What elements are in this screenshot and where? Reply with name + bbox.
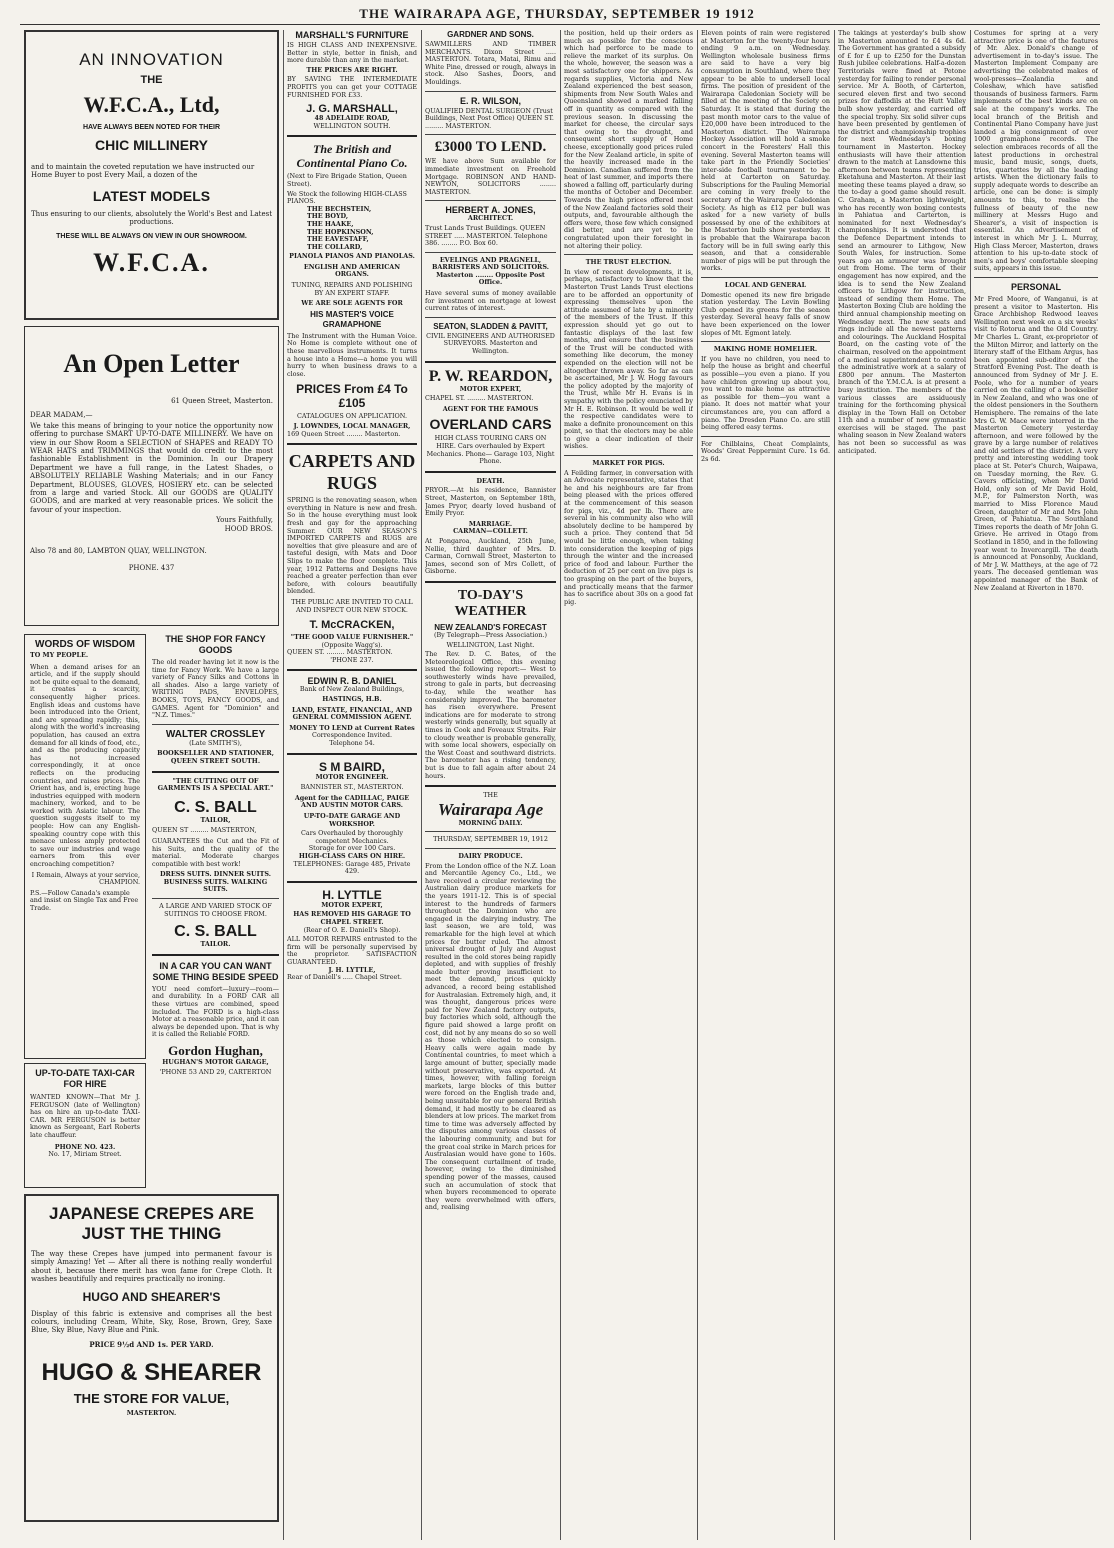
- column-3: [287, 30, 417, 1545]
- column-rule: [970, 30, 971, 1540]
- col7-body: The takings at yesterday's bulb show in Masterton amounted to £4 4s 6d. The Government has granted a subsidy of £ for £ up to £250 for the Dunstan Rush jubilee celebrations. Half-a-dozen Territorials were fined at Petone yesterday for failing to render personal service. Mr A. Booth, of Carterton, secured eleven first and two second prizes for daffodils at the Hutt Valley bulb show yesterday, and carried off the special trophy. Six solid silver cups have been presented by gentlemen of the district and championship trophies for next Wednesday's boxing tournament in Masterton. Hockey enthusiasts will have their attention drawn to the match at Lansdowne this afternoon between teams representing Eketahuna and Masterton. At their last meeting these teams played a draw, so the to-day a good game should result. C. Graham, a Masterton lightweight, who has recently won boxing contests in Pahiatua and Carterton, is nominated for next Wednesday's championships. It is understood that the Defence Department intends to send an armourer to Lithgow, New South Wales, for instruction. Some years ago an armourer was brought out from Home. The term of their engagement has now expired, and the idea is to send the New Zealand officers to Lithgow for instruction, instead of sending them Home. The Masterton Boxing Club are holding the third annual championship meeting on Wednesday next. The new seats and rings include all the newest patterns and colourings. The Auckland Hospital Board, on the casting vote of the chairman, resolved on the appointment of a medical superintendent to control the administrative work at a salary of £800 per annum. The Masterton branch of the Y.M.C.A. is at present a busy institution. The members of the various classes are assiduously training for the forthcoming physical display in the Town Hall on October 11th and a number of new gymnastic exercises will be staged. The past whaling season in New Zealand waters has not been so successful as was anticipated.: [838, 30, 966, 455]
- wisdom-ps: P.S.—Follow Canada's example and insist on Single Tax and Free Trade.: [30, 888, 139, 912]
- carpets-phone: 'PHONE 237.: [330, 655, 374, 664]
- innovation-body: and to maintain the coveted reputation we have instructed our Home Buyer to post Every Mail, a dozen of the: [31, 163, 255, 180]
- pragnell-body: EVELINGS AND PRAGNELL, BARRISTERS AND SOLICITORS. Masterton ........ Opposite Post Office.: [432, 255, 549, 287]
- open-letter-salutation: DEAR MADAM,—: [30, 411, 93, 420]
- taxi-body: WANTED KNOWN—That Mr J. FERGUSON (late of Wellington) has on hire an up-to-date TAXI-CAR. MR FERGUSON is better known as Sergeant, Earl Roberts late chauffeur.: [30, 1093, 140, 1139]
- weather-dateline: WELLINGTON, Last Night.: [446, 640, 535, 649]
- open-letter-phone: PHONE. 437: [128, 563, 175, 572]
- lyttle-addr: Rear of Daniell's ..... Chapel Street.: [287, 973, 402, 982]
- reardon-trade: MOTOR EXPERT,: [459, 384, 522, 393]
- daniel-name: EDWIN R. B. DANIEL: [307, 676, 397, 687]
- inner-mast-date: THURSDAY, SEPTEMBER 19, 1912: [433, 835, 548, 844]
- inner-mast-the: THE: [483, 791, 498, 800]
- piano-manager-addr: 169 Queen Street ........ Masterton.: [287, 429, 401, 438]
- lyttle-trade: MOTOR EXPERT,: [321, 900, 383, 909]
- lyttle-sign: J. H. LYTTLE,: [328, 965, 376, 974]
- column-rule: [834, 30, 835, 1540]
- ford-body: YOU need comfort—luxury—room—and durability. In a FORD CAR all these virtues are combined, speed included. The FORD is a high-class Motor at a reasonable price, and it can always be depended upon. That is why it is called the Reliable FORD.: [152, 984, 279, 1039]
- baird-addr: BANNISTER ST., MASTERTON.: [300, 783, 404, 792]
- innovation-sign: W.F.C.A.: [93, 247, 210, 277]
- column-rule: [283, 30, 284, 1540]
- piano-body: We Stock the following HIGH-CLASS PIANOS.: [287, 189, 407, 206]
- daniel-tel: Telephone 54.: [329, 739, 375, 748]
- piano-body2: The Instrument with the Human Voice. No Home is complete without one of these marvellous instruments. It turns a house into a Home—a home you will hurry to when business draws to a close.: [287, 331, 417, 378]
- innovation-company: W.F.C.A., Ltd,: [83, 92, 220, 117]
- baird-over: Cars Overhauled by thoroughly competent Mechanics.: [301, 829, 403, 845]
- marriage-body: At Pongaroa, Auckland, 25th June, Nellie, third daughter of Mrs. D. Carman, Cornwall Street, Masterton to James, second son of Mrs Collett, of Gisborne.: [425, 536, 556, 576]
- dairy-title: DAIRY PRODUCE.: [458, 851, 523, 860]
- innovation-the: THE: [140, 74, 163, 86]
- seaton-body: CIVIL ENGINEERS AND AUTHORISED SURVEYORS. Masterton and Wellington.: [426, 331, 555, 356]
- ball2-tag: A LARGE AND VARIED STOCK OF SUITINGS TO CHOOSE FROM.: [159, 902, 272, 918]
- gardner-body: SAWMILLERS AND TIMBER MERCHANTS. Dixon Street ..... MASTERTON. Totara, Matai, Rimu and White Pine, dressed or rough, always in stock. Also Sashes, Doors, and Mouldings.: [425, 40, 556, 86]
- column-5: [564, 30, 693, 1545]
- carpets-invite: THE PUBLIC ARE INVITED TO CALL AND INSPECT OUR NEW STOCK.: [291, 597, 413, 614]
- japanese-price: PRICE 9½d AND 1s. PER YARD.: [89, 1339, 214, 1349]
- innovation-noted: HAVE ALWAYS BEEN NOTED FOR THEIR: [82, 124, 221, 131]
- taxi-address: No. 17, Miriam Street.: [48, 1150, 122, 1159]
- marshall-body2: BY SAVING THE INTERMEDIATE PROFITS you can get your COTTAGE FURNISHED FOR £33.: [287, 75, 417, 99]
- lyttle-name: H. LYTTLE: [322, 887, 382, 902]
- column-4: [425, 30, 556, 1545]
- words-of-wisdom-advert: [24, 634, 146, 1059]
- innovation-showroom: THESE WILL BE ALWAYS ON VIEW IN OUR SHOWROOM.: [56, 232, 247, 240]
- crossley-late: (Late SMITH'S),: [189, 738, 242, 747]
- death-title: DEATH.: [476, 476, 505, 485]
- piano-makes: [287, 206, 417, 252]
- carpets-name: T. McCRACKEN,: [309, 619, 395, 632]
- gardner-name: GARDNER AND SONS.: [447, 30, 534, 39]
- ball-trade: TAILOR,: [200, 815, 231, 824]
- middle-advert-column: [152, 634, 279, 1189]
- daniel-trade: LAND, ESTATE, FINANCIAL, AND GENERAL COMMISSION AGENT.: [291, 705, 413, 722]
- innovation-advert: [24, 30, 279, 320]
- marriage-names: CARMAN—COLLETT.: [453, 527, 528, 536]
- daniel-town: HASTINGS, H.B.: [322, 695, 382, 704]
- carpets-body: SPRING is the renovating season, when everything in Nature is new and fresh. So in the house everything must look fresh and gay for the approaching Summer. OUR NEW SEASON'S IMPORTED CARPETS and RUGS are novelties that give pleasure and are of tasteful design, with Mats and Door Slips to make the floor complete. This year, 1912 Patterns and Designs have reached a greater perfection than ever before, with colours beautifully blended.: [287, 496, 417, 596]
- weather-body: The Rev. D. C. Bates, of the Meteorological Office, this evening issued the following report:— West to southwesterly winds have prevailed, strong to gale in parts, but decreasing to-day, while the weather has considerably improved. The barometer has risen everywhere. Present indications are for moderate to strong westerly winds generally, but squally at times in Cook and Foveaux Straits. Fair to cloudy weather is probable generally, with some local showers, especially on the West Coast and southward districts. The barometer has a rising tendency, but is due to fall again after about 24 hours.: [425, 650, 556, 780]
- japanese-title: JAPANESE CREPES ARE JUST THE THING: [49, 1204, 254, 1243]
- carpets-opp: (Opposite Wagg's).: [321, 640, 383, 649]
- lyttle-rear: (Rear of O. E. Daniell's Shop).: [303, 925, 401, 934]
- daniel-money: MONEY TO LEND at Current Rates: [289, 723, 415, 732]
- marshall-name: J. G. MARSHALL,: [306, 103, 398, 116]
- reardon-name: P. W. REARDON,: [428, 367, 553, 385]
- inner-mast-sub: MORNING DAILY.: [458, 818, 523, 827]
- chilblains-notice: For Chilblains, Cheat Complaints, Woods' Great Peppermint Cure. 1s 6d. 2s 6d.: [701, 439, 830, 463]
- reardon-hire: HIGH CLASS TOURING CARS ON HIRE. Cars overhauled by Expert Mechanics. Phone— Garage 103, Night Phone.: [426, 434, 555, 466]
- loan-body: WE have above Sum available for immediate investment on Freehold Mortgage. ROBINSON AND HAND-NEWTON, SOLICITORS ........ MASTERTON.: [425, 157, 556, 196]
- crossley-street: QUEEN STREET SOUTH.: [170, 756, 261, 765]
- piano-tuning: TUNING, REPAIRS AND POLISHING BY AN EXPERT STAFF.: [291, 281, 413, 297]
- weather-sub: NEW ZEALAND'S FORECAST: [434, 622, 547, 632]
- homelier-body: If you have no children, you need to help the house as bright and cheerful as possible—you even a piano. If you have children growing up about you, you want to make home as attractive as possible for them—you want a piano. It does not matter what your circumstances are, you can afford a piano. The Dresden Piano Co. are still being offered easy terms.: [701, 354, 830, 432]
- piano-make: THE HAAKE,: [307, 219, 354, 228]
- piano-title: The British and Continental Piano Co.: [296, 142, 408, 171]
- marriage-title: MARRIAGE.: [468, 519, 513, 528]
- pragnell-money: Have several sums of money available for investment on mortgage at lowest current rates of interest.: [425, 289, 556, 313]
- words-of-wisdom-column: [24, 634, 146, 1189]
- innovation-title: AN INNOVATION: [79, 50, 224, 69]
- wilson-name: E. R. WILSON,: [459, 95, 521, 106]
- ball2-trade: TAILOR.: [200, 940, 231, 949]
- reardon-overland: OVERLAND CARS: [429, 416, 552, 433]
- general-body: Domestic opened its new fire brigade station yesterday. The Levin Bowling Club opened its greens for the season yesterday. Several heavy falls of snow have been experienced on the lower slopes of Mt. Egmont lately.: [701, 290, 830, 337]
- column-rule: [560, 30, 561, 1540]
- personal-body: Mr Fred Moore, of Wanganui, is at present a visitor to Masterton. His Grace Archbishop Redwood leaves Wellington next week on a six weeks' visit to Rotorua and the Old Country. Mr Charles L. Grant, ex-proprietor of the Milton Mirror, and latterly on the literary staff of the Eltham Argus, has been appointed sub-editor of the Stratford Evening Post. The death is announced from Sydney of Mr J. E. Poole, who for a number of years carried on the calling of a bookseller in New Zealand, and who was one of the oldest pensioners in the Southern Hemisphere. The remains of the late Mrs G. W. Mace were interred in the Masterton Cemetery yesterday afternoon, and were followed by the grave by a large number of relatives and old settlers of the district. A very pretty and interesting wedding took place at St. Peter's Church, Waipawa, on Tuesday morning, the Rev. G. Cavers officiating, when Mr David Hold, only son of Mr David Hold, M.P., for Palmerston North, was married to Miss Florence Maud Green, daughter of Mr and Mrs John Green, of Pahiatua. The Southland Times reports the death of Mr John G. Grieve. He arrived in Otago from Scotland in 1850, and in the following year went to Invercargill. The death is announced at Ponsonby, Auckland, of Mr J. W. Mattheys, at the age of 72 years. The deceased gentleman was appointed manager of the Bank of New Zealand at Riverton in 1870.: [974, 295, 1098, 592]
- baird-name: S M BAIRD,: [319, 759, 385, 774]
- open-letter-body: We take this means of bringing to your notice the opportunity now offering to purchase SMART UP-TO-DATE MILLINERY. We have on view in our Show Room a SELECTION of SHAPES and READY TO WEAR HATS and TRIMMINGS that would do credit to the most fashionable Establishment in the Dominion. In our Drapery Department we have a full range, in the Latest Shades, o ABSOLUTELY RELIABLE Washing Materials; and in our Fancy Department, BLOUSES, GLOVES, HOSIERY etc. can be selected from a large and varied Stock. All our GOODS are QUALITY GOODS, and are marked at very reasonable prices. We solicit the favour of your inspection.: [30, 421, 273, 514]
- piano-manager: J. LOWNDES, LOCAL MANAGER,: [293, 422, 411, 430]
- col8-body: Costumes for spring at a very attractive price is one of the features of Mr. Alex. Donald's change of advertisement in to-day's issue. The Masterton Implement Company are advertising the celebrated makes of wool-presses—Zealandia and Coleshaw, which have satisfied thousands of business farmers. Farm implements of the best kinds are on sale at the company's works. The local branch of the British and Continental Piano Company have just landed a big consignment of over 1000 gramaphone records. The selection embraces records of all the latest productions in orchestral music, band music, songs, duets, trios, quartettes by all the leading artists. When the dictionary fails to supply adequate words to describe an article, one can be done: is simply amounts to this, to realise the fullness of beauty of the new millinery at Messrs Hugo and Shearer's, a visit of inspection is essential. An advertisement of interest in which Mr J. L. Murray, High Class Mercer, Masterton, draws attention to his up-to-date stock of men's and boys' comfortable sleeping suits, appears in this issue.: [974, 30, 1098, 273]
- left-advert-column: [24, 30, 279, 1545]
- japanese-crepes-advert: [24, 1194, 279, 1522]
- marshall-title: MARSHALL'S FURNITURE: [295, 30, 409, 40]
- piano-addr: (Next to Fire Brigade Station, Queen Street).: [287, 172, 407, 188]
- piano-catalogue: CATALOGUES ON APPLICATION.: [297, 412, 407, 421]
- carpets-tag: "THE GOOD VALUE FURNISHER.": [290, 633, 414, 642]
- weather-title: TO-DAY'S WEATHER: [454, 587, 527, 619]
- ball-address: QUEEN ST ......... MASTERTON,: [152, 826, 257, 835]
- piano-agents: WE ARE SOLE AGENTS FOR: [301, 299, 403, 308]
- wisdom-body: When a demand arises for an article, and if the supply should not be quite equal to the demand, it creates a scarcity, consequently higher prices. English ideas and customs have been introduced into the Orient, and are spreading rapidly; this, along with the world's increasing population, has caused an extra demand for all kinds of food, etc., and as the producing capacity has not increased correspondingly, it at once reflects on the producing countries, and raises prices. The Orient has, and is, erecting huge industries equipped with modern machinery, worked, and to be worked with Asiatic labour. The question suggests itself to my people: How can any English-speaking country cope with this menace unless amply protected to save our industries and wage earners from this ever encroaching competition?: [30, 662, 140, 869]
- open-letter-title: An Open Letter: [63, 349, 240, 378]
- trust-title: THE TRUST ELECTION.: [585, 258, 672, 267]
- fancy-title: THE SHOP FOR FANCY GOODS: [165, 634, 266, 655]
- left-lower-area: [24, 634, 279, 1534]
- piano-pianola: PIANOLA PIANOS AND PIANOLAS.: [289, 252, 415, 261]
- open-letter-closing: Yours Faithfully,: [216, 516, 273, 525]
- ford-garage: HUGHAN'S MOTOR GARAGE,: [162, 1058, 269, 1066]
- ball-tag: "THE CUTTING OUT OF GARMENTS IS A SPECIAL ART.": [157, 776, 274, 793]
- innovation-chic: CHIC MILLINERY: [94, 137, 209, 153]
- piano-make: THE BECHSTEIN,: [307, 204, 372, 213]
- dairy-body: From the London office of the N.Z. Loan and Mercantile Agency Co., Ltd., we have received a circular reviewing the Australian dairy produce markets for the years 1911-12. This is of special interest to the hundreds of farmers throughout the Dominion who are engaged in the dairying industry. The last season, we are told, was remarkable for the high level at which prices for butter ruled. The almost universal drought of July and August resulted in the cold stores being rapidly depleted, and with supplies of freshly made butter proving insufficient to meet the demand, prices quickly advanced, a record being established for Australasian. Extremely high, and, it was thought, dangerous prices were paid for New Zealand factory outputs, buy factories which sold, although the figure paid showed a large profit on cost, did not by any means do so so well as those which elected to consign. Heavy calls were again made by Continental countries, to meet which a large amount of butter, specially made without preservative, was exported. At times, however, with falling foreign markets, large blocks of this butter were forced on the English trade and, being unsuitable for our general British demand, it had mostly to be cleared as blenders at low prices. The market from time to time was adversely affected by the disputes among various classes of the labouring community, and but for the great coal strike in March prices for Australasian would have gone to 160s. The consequent curtailment of trade, however, owing to the diminished spending power of the masses, caused such an accumulation of stock that when buyers recommenced to operate they were overwhelmed with offers, and, realising: [425, 861, 556, 1212]
- japanese-firm: HUGO AND SHEARER'S: [82, 1289, 221, 1304]
- seaton-name: SEATON, SLADDEN & PAVITT,: [433, 321, 548, 331]
- column-rule: [421, 30, 422, 1540]
- wisdom-title: WORDS OF WISDOM: [35, 639, 135, 650]
- ball-suits: DRESS SUITS. DINNER SUITS. BUSINESS SUITS. WALKING SUITS.: [160, 870, 271, 894]
- piano-make: THE BOYD,: [307, 212, 349, 221]
- reardon-agent: AGENT FOR THE FAMOUS: [442, 404, 539, 413]
- open-letter-address: 61 Queen Street, Masterton.: [171, 397, 273, 405]
- piano-make: THE COLLARD,: [307, 242, 363, 251]
- crossley-trade: BOOKSELLER AND STATIONER,: [157, 749, 274, 758]
- japanese-town: MASTERTON.: [126, 1409, 177, 1418]
- baird-hire: HIGH-CLASS CARS ON HIRE.: [298, 851, 406, 860]
- piano-organs: ENGLISH AND AMERICAN ORGANS.: [303, 262, 401, 279]
- loan-title: £3000 TO LEND.: [434, 139, 547, 156]
- baird-storage: Storage for over 100 Cars.: [308, 844, 396, 853]
- marshall-town: WELLINGTON SOUTH.: [313, 121, 391, 130]
- daniel-corr: Correspondence Invited.: [311, 731, 393, 740]
- column-rule: [697, 30, 698, 1540]
- daniel-bank: Bank of New Zealand Buildings,: [299, 685, 405, 694]
- weather-by: (By Telegraph—Press Association.): [433, 630, 548, 639]
- masthead-rule: [20, 24, 1100, 25]
- column-6: [701, 30, 830, 1545]
- marshall-prices: THE PRICES ARE RIGHT.: [306, 65, 398, 74]
- open-letter-advert: [24, 326, 279, 626]
- baird-tel: TELEPHONES: Garage 485, Private 429.: [293, 859, 411, 876]
- lyttle-repairs: ALL MOTOR REPAIRS entrusted to the firm will be personally supervised by the proprietor. SATISFACTION GUARANTEED.: [287, 935, 417, 966]
- piano-make: THE HOPKINSON,: [307, 227, 374, 236]
- marshall-body: IS HIGH CLASS AND INEXPENSIVE. Better in style, better in finish, and more durable than any in the market.: [287, 41, 417, 65]
- taxi-advert: [24, 1063, 146, 1188]
- crossley-name: WALTER CROSSLEY: [165, 728, 266, 740]
- jones-name: HERBERT A. JONES,: [445, 205, 536, 216]
- jones-addr: Trust Lands Trust Buildings. QUEEN STREET ..... MASTERTON. Telephone 386. ........ P.O. Box 60.: [425, 223, 548, 248]
- jones-trade: ARCHITECT.: [467, 214, 514, 223]
- pigs-body: A Feilding farmer, in conversation with an Advocate representative, states that he and his neighbours are far from being pleased with the prices offered at the commencement of this season for pigs, viz., 4d per lb. There are several in his community also who will absolutely decline to be hampered by such a price. They contend that 5d would be little enough, when taking into consideration the keeping of pigs through the winter and the increased price of food and labour. Further the deduction of 25 per cent on live pigs is too grasping on the part of the buyers, and practically means that the farmer has to sacrifice about 30s on a good fat pig.: [564, 468, 693, 606]
- trust-body: In view of recent developments, it is, perhaps, satisfactory to know that the Masterton Trust Lands Trust elections are to be afforded an opportunity of expressing themselves upon the attitude assumed of late by a minority of the members of the Trust. If this expression should yet go out to fantastic displays of the last few months, and ensure that the business of the Trust will be conducted with something like decorum, the money expended on the election will not be altogether thrown away. So far as can be ascertained, Mr J. W. Hogg favours the policy adopted by the majority of the Trust, while Mr H. Evans is in sympathy with the policy enunciated by Mr H. E. Robinson. It would be well if the respective candidates were to make a definite pronouncement on this point, so that the electors may be able to give a clear indication of their wishes.: [564, 267, 693, 451]
- innovation-body2: Thus ensuring to our clients, absolutely the World's Best and Latest productions.: [31, 209, 273, 227]
- col5-body: the position, held up their orders as much as possible for the conscious which had perforce to be made to relieve the market of its surplus. On the whole, however, the season was a most satisfactory one for shippers. As regards supplies, Victoria and New Zealand experienced the best season, shipments from New South Wales and Queensland showed a marked falling off in quantity as compared with the previous season. In discussing the market for cheese, the circular says that owing to the drought, and consequent short supply of Home cheese, exceptionally good prices ruled for the New Zealand article, in spite of the heavily increased made in the Dominion. Canadian suffered from the heat of last summer, and imports there showed a falling off, particularly during the months of October and December. Towards the high prices offered most of the New Zealand factories sold their outputs, and, favourable although the offers were, those few which consigned did better, and are yet to be congratulated upon their foresight in not altering their policy.: [564, 30, 693, 250]
- column-8: [974, 30, 1098, 1545]
- piano-hmv: HIS MASTER'S VOICE GRAMAPHONE: [310, 309, 394, 329]
- ball-name: C. S. BALL: [174, 798, 257, 816]
- japanese-body2: Display of this fabric is extensive and comprises all the best colours, including Cream, White, Sky, Rose, Brown, Grey, Saxe Blue, Sky Blue, Navy Blue and Pink.: [31, 1309, 272, 1335]
- reardon-addr: CHAPEL ST. ......... MASTERTON.: [425, 394, 534, 403]
- pigs-title: MARKET FOR PIGS.: [592, 459, 665, 468]
- column-7: [838, 30, 966, 1545]
- ball-body: GUARANTEES the Cut and the Fit of his Suits, and the quality of the material. Moderate charges compatible with best work!: [152, 836, 279, 868]
- taxi-phone: PHONE NO. 423.: [54, 1142, 116, 1151]
- baird-agent: Agent for the CADILLAC, PAIGE AND AUSTIN MOTOR CARS.: [294, 793, 410, 810]
- col6-body: Eleven points of rain were registered at Masterton for the twenty-four hours ending 9 a.m. on Wednesday. Wellington wholesale business firms are said to have a very big consumption in Southland, where they appear to be able to undersell local firms. The position of president of the Wairarapa Caledonian Society will be filled at the meeting of the Society on Saturday. It is stated that during the past month motor cars to the value of £20,000 have been introduced to the Masterton district. The Wairarapa Hockey Association will hold a smoke concert in the Foresters' Hall this evening. Several Masterton teams will take part in the Friendly Societies' inter-side football tournament to be held at Carterton on Saturday. Subscriptions for the Pauling Memorial are coming in very freely to the secretary of the Wairarapa Caledonian Society. As high as £12 per bull was asked for a new variety of bulls possessed by one of the exhibitors at the Masterton bulb show yesterday. It is probable that the Wairarapa bacon factory will be in full swing early this season, and that a considerable number of pigs will be put through the works.: [701, 30, 830, 273]
- piano-prices: PRICES From £4 To £105: [296, 382, 408, 411]
- ford-phone: 'PHONE 53 AND 29, CARTERTON: [159, 1067, 272, 1076]
- general-title: LOCAL AND GENERAL: [724, 281, 807, 289]
- newspaper-masthead: THE WAIRARAPA AGE, THURSDAY, SEPTEMBER 19 1912: [359, 6, 755, 21]
- wisdom-subtitle: TO MY PEOPLE.: [30, 651, 89, 659]
- death-body: PRYOR.—At his residence, Bannister Street, Masterton, on September 18th, James Pryor, dearly loved husband of Emily Pryor.: [425, 486, 556, 518]
- piano-make: THE EAVESTAFF,: [307, 235, 369, 244]
- wisdom-signoff: I Remain, Always at your service, CHAMPION.: [31, 870, 140, 887]
- marshall-addr: 48 ADELAIDE ROAD,: [314, 114, 390, 123]
- japanese-body: The way these Crepes have jumped into permanent favour is simply Amazing! Yet — After all there is nothing really wonderful about it, because there merit has won fame for Crepe Cloth. It washes beautifully and requires practically no ironing.: [31, 1250, 272, 1284]
- open-letter-sign: HOOD BROS.: [224, 524, 273, 533]
- taxi-title: UP-TO-DATE TAXI-CAR FOR HIRE: [35, 1068, 135, 1089]
- ball2-name: C. S. BALL: [174, 923, 257, 941]
- inner-mast-name: Wairarapa Age: [437, 799, 544, 819]
- carpets-addr: QUEEN ST. ......... MASTERTON.: [287, 648, 393, 657]
- innovation-latest: LATEST MODELS: [92, 187, 211, 204]
- japanese-big: HUGO & SHEARER: [41, 1359, 262, 1387]
- japanese-store: THE STORE FOR VALUE,: [73, 1391, 230, 1407]
- fancy-body: The old reader having let it now is the time for Fancy Work. We have a large variety of Fancy Silks and Cottons in all shades. Also a large variety of WRITING PADS, ENVELOPES, BOOKS, TOYS, FANCY GOODS, and GAMES. Agent for "Dominion" and "N.Z. Times.": [152, 658, 279, 720]
- personal-title: PERSONAL: [1010, 282, 1061, 292]
- homelier-title: MAKING HOME HOMELIER.: [713, 345, 818, 354]
- ford-name: Gordon Hughan,: [168, 1043, 263, 1058]
- carpets-title: CARPETS AND RUGS: [288, 451, 416, 494]
- baird-garage: UP-TO-DATE GARAGE AND WORKSHOP.: [303, 812, 401, 828]
- ford-title: IN A CAR YOU CAN WANT SOME THING BESIDE SPEED: [152, 960, 279, 982]
- open-letter-also: Also 78 and 80, LAMBTON QUAY, WELLINGTON.: [30, 547, 207, 556]
- wilson-body: QUALIFIED DENTAL SURGEON (Trust Buildings, Next Post Office) QUEEN ST. ......... MASTERTON.: [425, 106, 554, 130]
- baird-trade: MOTOR ENGINEER.: [315, 772, 389, 781]
- lyttle-body: HAS REMOVED HIS GARAGE TO CHAPEL STREET.: [293, 910, 411, 926]
